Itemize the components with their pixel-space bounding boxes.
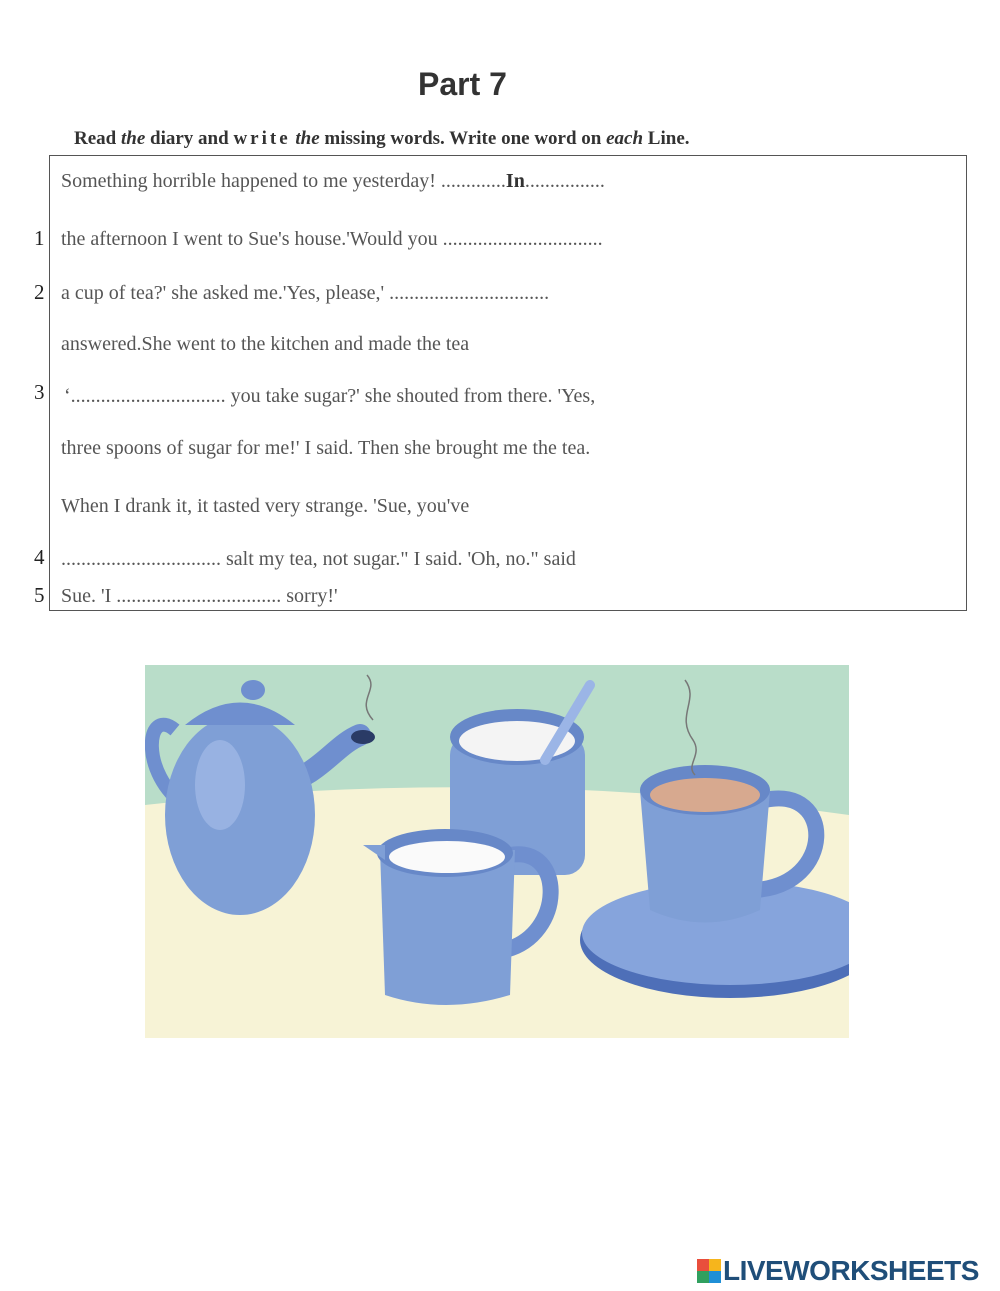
instructions-text: missing words. Write one word on — [319, 128, 607, 149]
diary-text: ................ — [524, 170, 605, 192]
liveworksheets-logo — [697, 1255, 979, 1287]
instructions-text: diary and — [145, 128, 234, 149]
liveworksheets-logo-icon — [697, 1259, 721, 1283]
instructions-text: Line. — [643, 128, 690, 149]
diary-line: answered.She went to the kitchen and made the tea — [61, 333, 470, 355]
diary-text: Something horrible happened to me yesterday! ............. — [61, 170, 506, 192]
diary-line: ‘............................... you take sugar?' she shouted from there. 'Yes, — [64, 385, 596, 407]
brand-name: LIVEWORKSHEETS — [723, 1255, 979, 1286]
question-number: 3 — [34, 380, 45, 404]
question-number: 4 — [34, 545, 45, 569]
diary-box — [49, 155, 967, 611]
diary-line — [61, 170, 605, 193]
diary-line: When I drank it, it tasted very strange. 'Sue, you've — [61, 495, 470, 517]
diary-line: the afternoon I went to Sue's house.'Would you ................................ — [61, 228, 603, 250]
instructions-text: Read — [74, 128, 121, 149]
question-number: 5 — [34, 583, 45, 607]
instructions — [74, 128, 690, 150]
instructions-text: the — [295, 128, 320, 149]
instructions-text: write — [233, 128, 291, 149]
example-answer: In — [505, 170, 525, 192]
diary-line: three spoons of sugar for me!' I said. Then she brought me the tea. — [61, 437, 591, 459]
diary-line: Sue. 'I ................................. sorry!' — [61, 585, 338, 607]
instructions-text: each — [606, 128, 644, 149]
page-title: Part 7 — [418, 66, 507, 102]
diary-line: ................................ salt my tea, not sugar." I said. 'Oh, no." said — [61, 548, 576, 570]
question-number: 1 — [34, 226, 45, 250]
instructions-text: the — [120, 128, 146, 149]
question-number: 2 — [34, 280, 45, 304]
tea-set-illustration — [145, 665, 849, 1038]
diary-line: a cup of tea?' she asked me.'Yes, please,' ................................ — [61, 282, 550, 304]
